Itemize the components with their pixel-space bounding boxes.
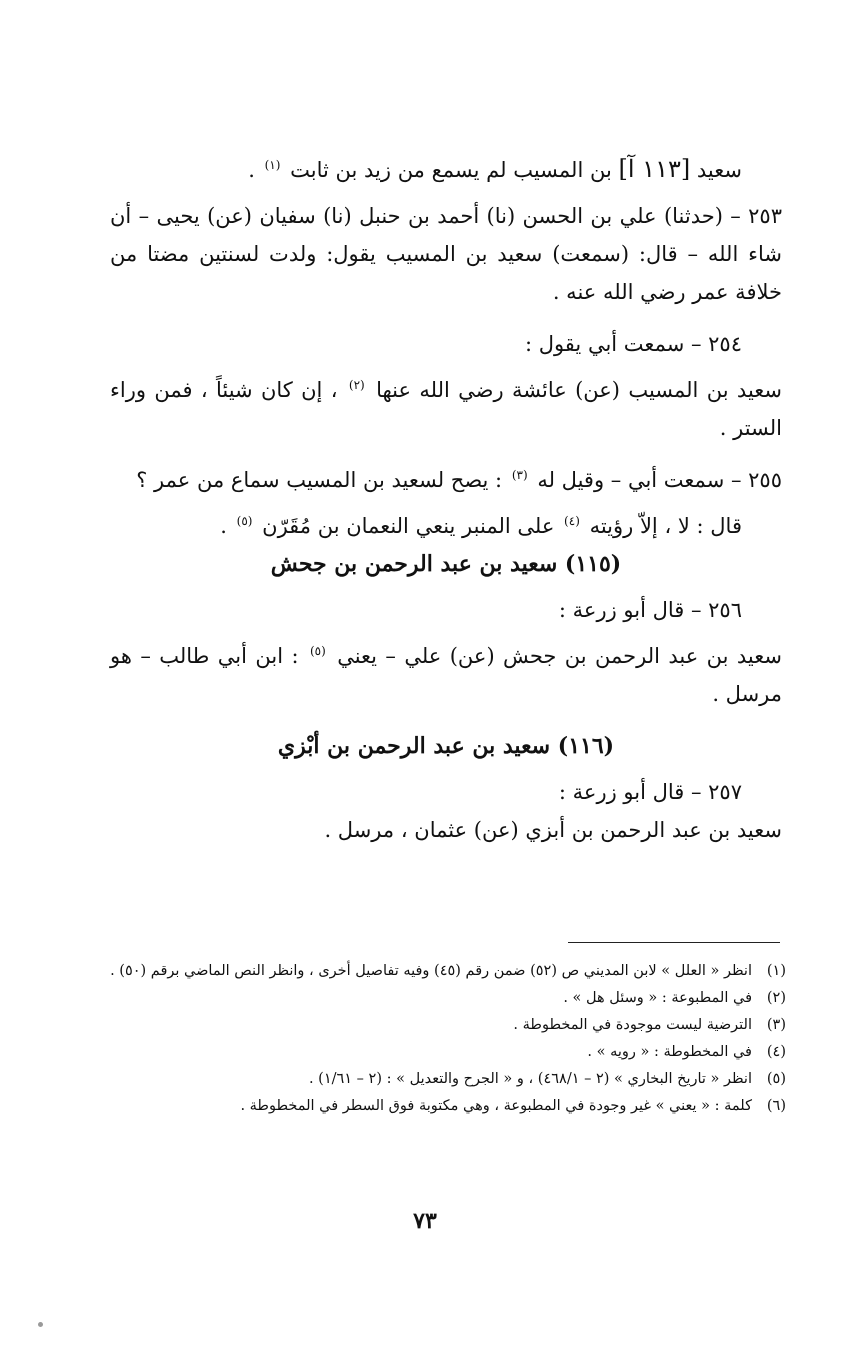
footnote-number: (٤) <box>766 1044 786 1060</box>
footnote-item <box>110 1093 786 1120</box>
footnote-ref-4: (٤) <box>564 514 580 528</box>
footnote-text: في المخطوطة : « رويه » . <box>587 1044 752 1060</box>
footnote-number: (٣) <box>766 1017 786 1033</box>
intro-end: . <box>248 158 255 182</box>
entry-256-body-before: سعيد بن عبد الرحمن بن جحش (عن) علي – يعني <box>337 644 782 668</box>
manuscript-folio-marker: [١١٣ آ] <box>618 155 691 183</box>
entry-257-body: سعيد بن عبد الرحمن بن أبزي (عن) عثمان ، مرسل . <box>324 818 782 842</box>
entry-255-before: ٢٥٥ – سمعت أبي – وقيل له <box>537 468 782 492</box>
entry-257-head: ٢٥٧ – قال أبو زرعة : <box>558 780 742 804</box>
footnote-text: انظر « تاريخ البخاري » (٢ – ٤٦٨/١) ، و « الجرح والتعديل » : (٢ – ١/٦١) . <box>308 1071 752 1087</box>
entry-255-answer-end: . <box>220 514 227 538</box>
entry-256-head: ٢٥٦ – قال أبو زرعة : <box>558 598 742 622</box>
entry-255-answer-before: قال : لا ، إلاّ رؤيته <box>589 514 742 538</box>
footnote-item <box>110 1039 786 1066</box>
footnote-ref-1: (١) <box>264 158 281 172</box>
footnote-number: (٢) <box>766 990 786 1006</box>
main-text <box>110 150 782 849</box>
entry-256-body <box>110 637 782 713</box>
entry-254-body-after: ، إن كان شيئاً ، فمن وراء الستر . <box>110 378 782 440</box>
footnote-separator <box>568 942 780 943</box>
entry-253: ٢٥٣ – (حدثنا) علي بن الحسن (نا) أحمد بن حنبل (نا) سفيان (عن) يحيى – أن شاء الله – قال: (سمعت) سعيد بن المسيب يقول: ولدت لسنتين مضتا من خلافة عمر رضي الله عنه . <box>110 204 782 304</box>
footnote-item <box>110 958 786 985</box>
entry-255 <box>110 461 782 499</box>
footnote-number: (٦) <box>766 1098 786 1114</box>
intro-line <box>110 150 782 189</box>
scan-speck <box>38 1322 43 1327</box>
footnote-number: (١) <box>766 963 786 979</box>
footnote-ref-5b: (٥) <box>309 644 326 658</box>
footnote-item <box>110 985 786 1012</box>
footnote-text: كلمة : « يعني » غير وجودة في المطبوعة ، وهي مكتوبة فوق السطر في المخطوطة . <box>240 1098 752 1114</box>
entry-255-after: : يصح لسعيد بن المسيب سماع من عمر ؟ <box>136 468 503 492</box>
section-heading-116: (١١٦) سعيد بن عبد الرحمن بن أبْزي <box>277 733 615 759</box>
footnote-item <box>110 1066 786 1093</box>
intro-before: سعيد <box>696 158 742 182</box>
entry-254-body <box>110 371 782 447</box>
footnote-ref-5a: (٥) <box>236 514 253 528</box>
entry-254-head: ٢٥٤ – سمعت أبي يقول : <box>524 332 742 356</box>
footnote-text: انظر « العلل » لابن المديني ص (٥٢) ضمن رقم (٤٥) وفيه تفاصيل أخرى ، وانظر النص الماضي برقم (٥٠) . <box>110 963 752 979</box>
footnote-ref-3: (٣) <box>511 468 528 482</box>
footnote-ref-2: (٢) <box>348 378 365 392</box>
entry-254-body-before: سعيد بن المسيب (عن) عائشة رضي الله عنها <box>376 378 783 402</box>
footnotes <box>110 958 786 1120</box>
footnote-item <box>110 1012 786 1039</box>
footnote-text: في المطبوعة : « وسئل هل » . <box>563 990 752 1006</box>
page-number: ٧٣ <box>413 1208 437 1234</box>
entry-256-body-after: : ابن أبي طالب – هو مرسل . <box>110 644 782 706</box>
entry-255-answer <box>110 507 782 545</box>
entry-255-answer-middle: على المنبر ينعي النعمان بن مُقَرّن <box>262 514 555 538</box>
footnote-text: الترضية ليست موجودة في المخطوطة . <box>513 1017 752 1033</box>
intro-after: بن المسيب لم يسمع من زيد بن ثابت <box>290 158 612 182</box>
section-heading-115: (١١٥) سعيد بن عبد الرحمن بن جحش <box>270 551 622 577</box>
footnote-number: (٥) <box>766 1071 786 1087</box>
